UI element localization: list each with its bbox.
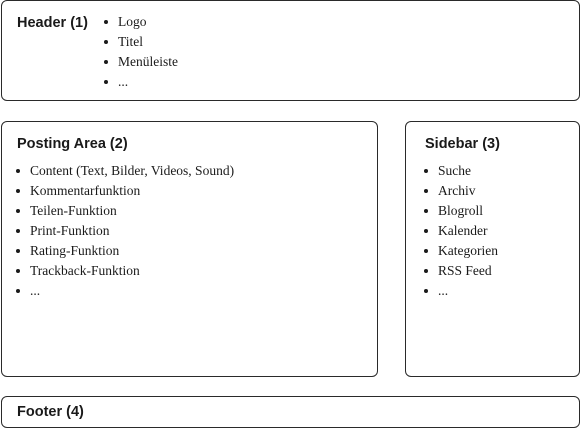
- list-item: RSS Feed: [424, 261, 498, 281]
- list-item: Trackback-Funktion: [16, 261, 234, 281]
- list-item: Kategorien: [424, 241, 498, 261]
- list-item: Archiv: [424, 181, 498, 201]
- list-item: Rating-Funktion: [16, 241, 234, 261]
- list-item: Kommentarfunktion: [16, 181, 234, 201]
- sidebar-item-list: [424, 161, 498, 301]
- list-item: Blogroll: [424, 201, 498, 221]
- list-item: Print-Funktion: [16, 221, 234, 241]
- list-item: ...: [104, 72, 178, 92]
- sidebar-title: Sidebar (3): [425, 136, 500, 152]
- header-title: Header (1): [17, 15, 88, 31]
- list-item: Logo: [104, 12, 178, 32]
- footer-box: [1, 396, 580, 428]
- footer-title: Footer (4): [17, 404, 84, 420]
- list-item: Titel: [104, 32, 178, 52]
- list-item: Content (Text, Bilder, Videos, Sound): [16, 161, 234, 181]
- list-item: Menüleiste: [104, 52, 178, 72]
- posting-area-title: Posting Area (2): [17, 136, 128, 152]
- posting-area-box: [1, 121, 378, 377]
- header-item-list: [104, 12, 178, 92]
- list-item: Teilen-Funktion: [16, 201, 234, 221]
- list-item: ...: [424, 281, 498, 301]
- posting-area-item-list: [16, 161, 234, 301]
- list-item: Kalender: [424, 221, 498, 241]
- header-box: [1, 0, 580, 101]
- list-item: ...: [16, 281, 234, 301]
- sidebar-box: [405, 121, 580, 377]
- list-item: Suche: [424, 161, 498, 181]
